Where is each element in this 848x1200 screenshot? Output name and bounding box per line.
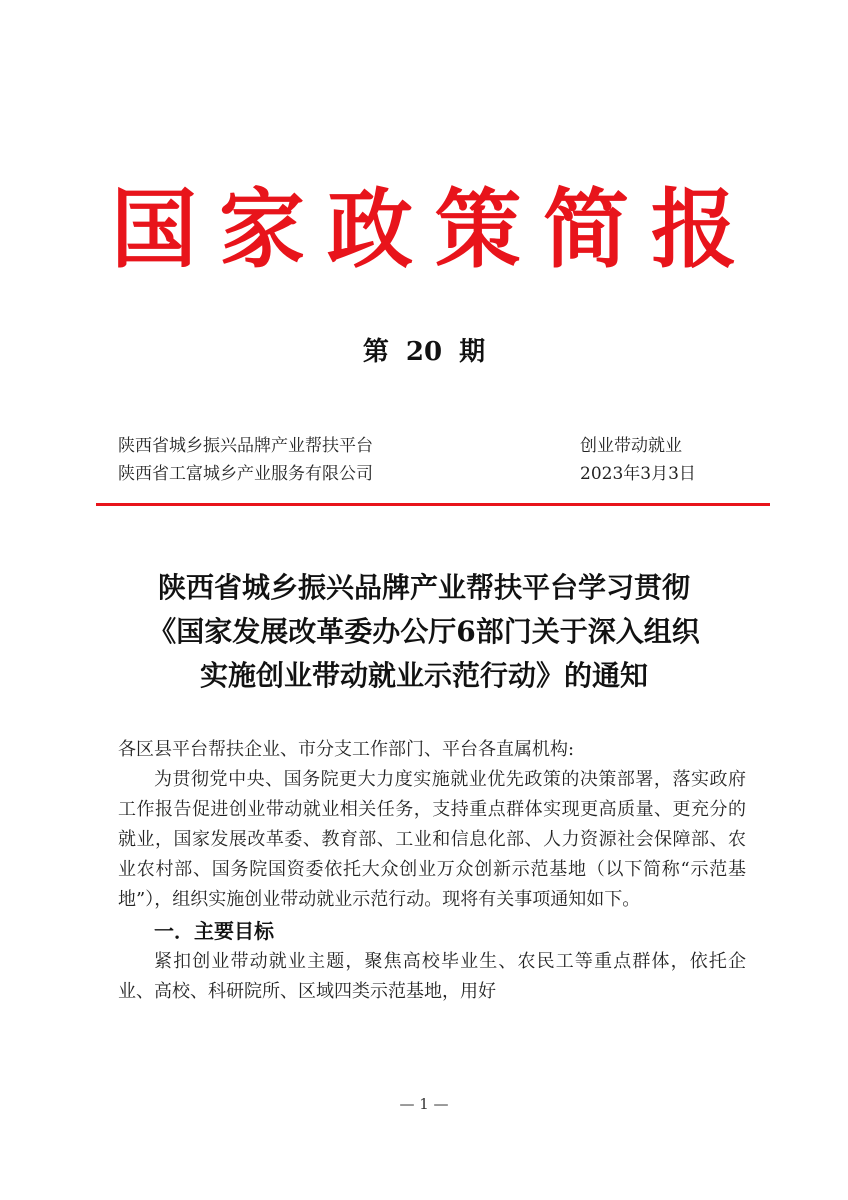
document-headline (96, 566, 752, 698)
document-body (118, 735, 746, 1007)
body-paragraph-2: 紧扣创业带动就业主题，聚焦高校毕业生、农民工等重点群体，依托企业、高校、科研院所、区域四类示范基地，用好 (118, 951, 746, 1002)
salutation: 各区县平台帮扶企业、市分支工作部门、平台各直属机构: (118, 739, 575, 760)
issuer-row-1 (118, 432, 730, 460)
issue-date: 2023年3月3日 (580, 464, 696, 484)
headline-line-2: 《国家发展改革委办公厅6部门关于深入组织 (148, 615, 700, 648)
red-divider (96, 503, 770, 506)
category-label: 创业带动就业 (580, 436, 682, 456)
issue-value: 20 (405, 337, 443, 367)
masthead-title: 国家政策简报 (111, 179, 759, 280)
issue-prefix: 第 (362, 337, 389, 367)
headline-line-1: 陕西省城乡振兴品牌产业帮扶平台学习贯彻 (157, 571, 690, 604)
issuer-org-1: 陕西省城乡振兴品牌产业帮扶平台 (118, 436, 373, 456)
issuer-block (118, 432, 730, 488)
body-paragraph-1: 为贯彻党中央、国务院更大力度实施就业优先政策的决策部署，落实政府工作报告促进创业带动就业相关任务，支持重点群体实现更高质量、更充分的就业，国家发展改革委、教育部、工业和信息化部、人力资源社会保障部、农业农村部、国务院国资委依托大众创业万众创新示范基地（以下简称“示范基地”），组织实施创业带动就业示范行动。现将有关事项通知如下。 (118, 769, 746, 910)
issuer-row-2 (118, 460, 730, 488)
headline-line-3: 实施创业带动就业示范行动》的通知 (199, 659, 648, 692)
issue-suffix: 期 (459, 337, 486, 367)
issuer-org-2: 陕西省工富城乡产业服务有限公司 (118, 464, 373, 484)
section-heading-1: 一．主要目标 (154, 919, 274, 943)
page-number: — 1 — (399, 1095, 449, 1113)
issue-number (0, 334, 848, 370)
